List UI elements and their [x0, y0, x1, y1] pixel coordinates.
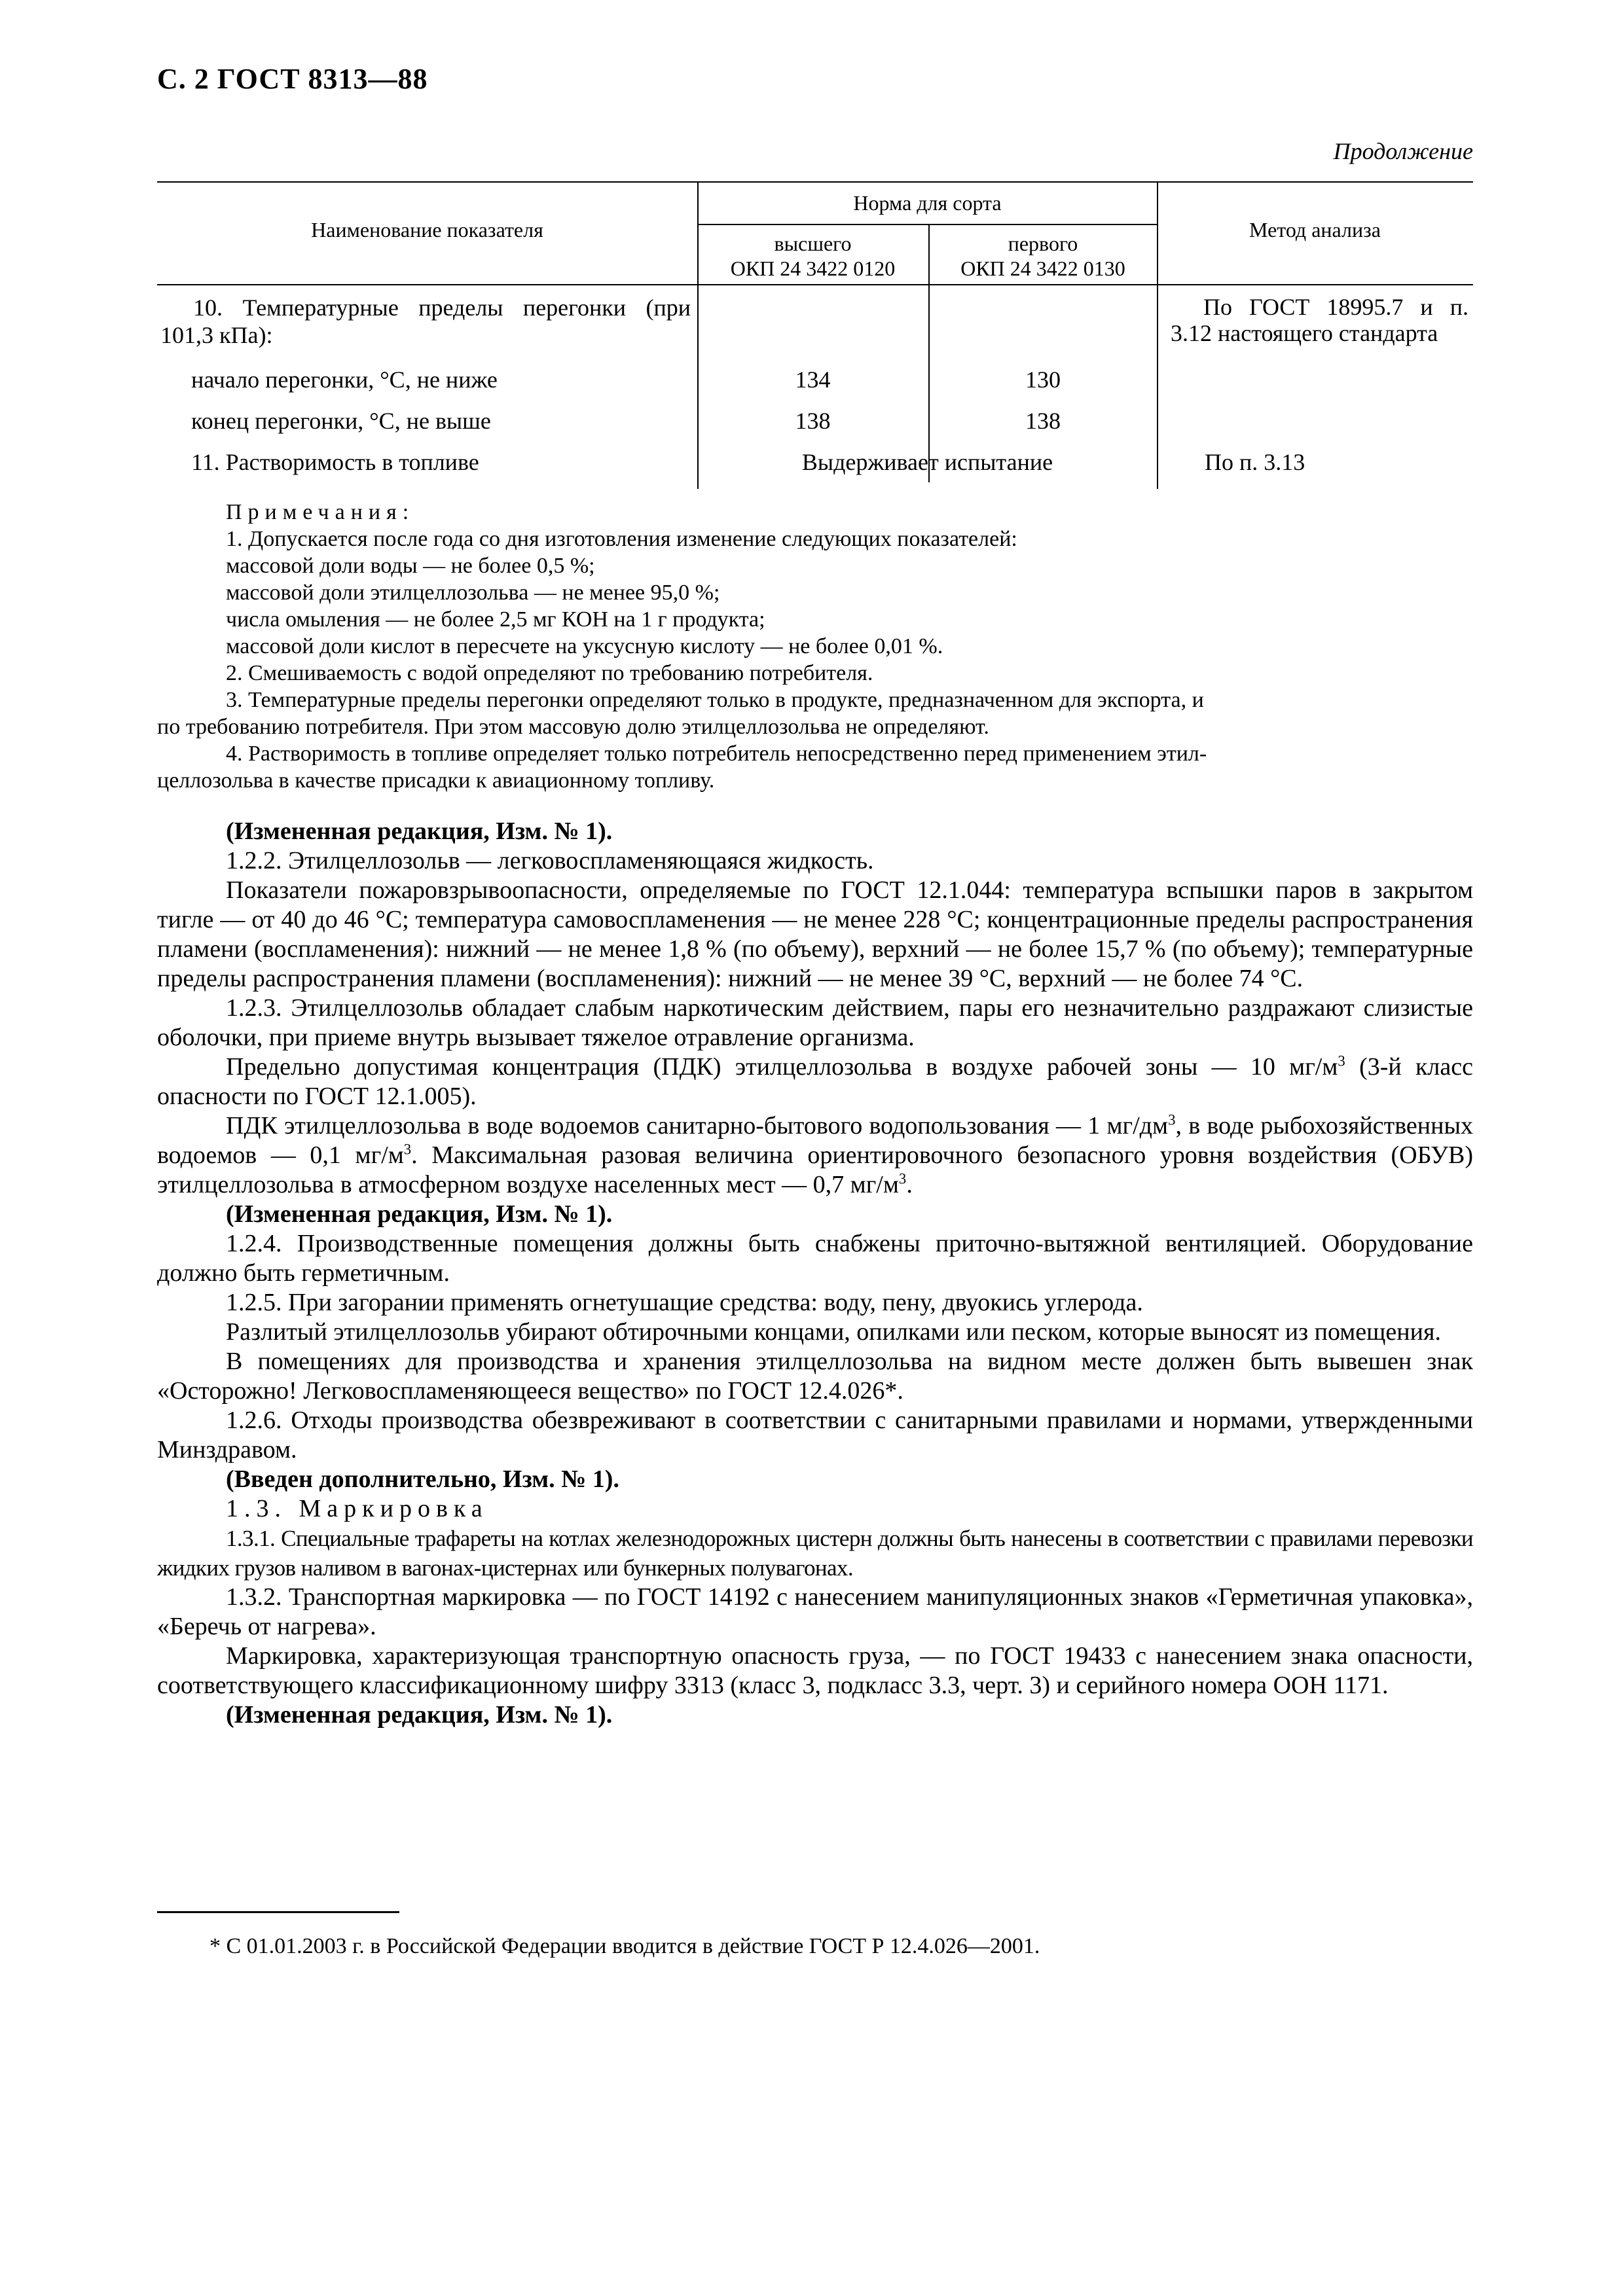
note-line: 4. Растворимость в топливе определяет только потребитель непосредственно перед применением этил-: [226, 742, 1207, 766]
body-text: [157, 817, 1473, 1730]
clause-1-3-1: 1.3.1. Специальные трафареты на котлах железнодорожных цистерн должны быть нанесены в соответствии с правилами перевозки жидких грузов наливом в вагонах-цистернах или бункерных полувагонах.: [157, 1526, 1473, 1581]
clause-1-2-6: 1.2.6. Отходы производства обезвреживают в соответствии с санитарными правилами и нормами, утвержденными Минздравом.: [157, 1407, 1473, 1463]
page-header: С. 2 ГОСТ 8313—88: [157, 63, 428, 95]
row-start-name: начало перегонки, °С, не ниже: [191, 367, 498, 393]
row-11-result: Выдерживает испытание: [801, 449, 1053, 475]
amendment-note: (Введен дополнительно, Изм. № 1).: [226, 1465, 619, 1493]
footnote-divider: [157, 1911, 399, 1913]
col-header-method: Метод анализа: [1249, 218, 1381, 242]
notes-title: Примечания:: [226, 500, 415, 524]
note-line: 2. Смешиваемость с водой определяют по требованию потребителя.: [226, 661, 873, 685]
row-end-v1: 138: [795, 408, 831, 434]
row-10-method: По ГОСТ 18995.7 и п. 3.12 настоящего стандарта: [1171, 294, 1468, 346]
row-start-v1: 134: [795, 367, 831, 393]
sign-paragraph: В помещениях для производства и хранения этилцеллозольва на видном месте должен быть вывешен знак «Осторожно! Легковоспламеняющееся вещество» по ГОСТ 12.4.026*.: [157, 1348, 1473, 1405]
note-line: числа омыления — не более 2,5 мг КОН на 1 г продукта;: [226, 607, 765, 632]
note-line: массовой доли этилцеллозольва — не менее 95,0 %;: [226, 581, 720, 605]
col-header-norm: Норма для сорта: [853, 191, 1002, 215]
row-10-name: 10. Температурные пределы перегонки (при 101,3 кПа):: [160, 295, 691, 348]
section-1-3-heading: 1.3. Маркировка: [226, 1495, 488, 1522]
note-line: целлозольва в качестве присадки к авиационному топливу.: [157, 768, 715, 793]
clause-1-3-2: 1.3.2. Транспортная маркировка — по ГОСТ 14192 с нанесением манипуляционных знаков «Герметичная упаковка», «Беречь от нагрева».: [157, 1583, 1473, 1640]
continuation-label: Продолжение: [1333, 138, 1473, 164]
note-line: массовой доли воды — не более 0,5 %;: [226, 554, 595, 578]
row-end-name: конец перегонки, °С, не выше: [191, 408, 491, 434]
row-11-method: По п. 3.13: [1205, 449, 1305, 475]
mac-water-paragraph: ПДК этилцеллозольва в воде водоемов санитарно-бытового водопользования — 1 $мг/дм^3$, в воде рыбохозяйственных водоемов — 0,1 $мг/м^3$. Максимальная разовая величина ориентировочного безопасного уровня воздействия (ОБУВ) этилцеллозольва в атмосферном воздухе населенных мест — 0,7 $мг/м^3$.: [157, 1111, 1473, 1198]
notes-block: [157, 499, 1473, 794]
row-11-name: 11. Растворимость в топливе: [191, 449, 479, 475]
col-header-grade1: высшего ОКП 24 3422 0120: [730, 232, 896, 280]
clause-1-2-2: 1.2.2. Этилцеллозольв — легковоспламеняющаяся жидкость.: [226, 847, 874, 874]
row-start-v2: 130: [1025, 367, 1061, 393]
note-line: 3. Температурные пределы перегонки определяют только в продукте, предназначенном для экспорта, и: [226, 688, 1204, 712]
note-line: массовой доли кислот в пересчете на уксусную кислоту — не более 0,01 %.: [226, 634, 943, 658]
note-line: по требованию потребителя. При этом массовую долю этилцеллозольва не определяют.: [157, 715, 989, 739]
note-line: 1. Допускается после года со дня изготовления изменение следующих показателей:: [226, 527, 1017, 551]
clause-1-2-3: 1.2.3. Этилцеллозольв обладает слабым наркотическим действием, пары его незначительно раздражают слизистые оболочки, при приеме внутрь вызывает тяжелое отравление организма.: [157, 994, 1473, 1051]
clause-1-2-5: 1.2.5. При загорании применять огнетушащие средства: воду, пену, двуокись углерода.: [226, 1289, 1143, 1316]
mac-air-paragraph: Предельно допустимая концентрация (ПДК) этилцеллозольва в воздухе рабочей зоны — 10 $мг/м^3$ (3-й класс опасности по ГОСТ 12.1.005).: [157, 1052, 1473, 1110]
col-header-grade2: первого ОКП 24 3422 0130: [960, 232, 1125, 280]
footnote: * С 01.01.2003 г. в Российской Федерации вводится в действие ГОСТ Р 12.4.026—2001.: [210, 1934, 1040, 1958]
clause-1-2-4: 1.2.4. Производственные помещения должны быть снабжены приточно-вытяжной вентиляцией. Оборудование должно быть герметичным.: [157, 1230, 1473, 1287]
hazard-marking-paragraph: Маркировка, характеризующая транспортную опасность груза, — по ГОСТ 19433 с нанесением знака опасности, соответствующего классификационному шифру 3313 (класс 3, подкласс 3.3, черт. 3) и серийного номера ООН 1171.: [157, 1642, 1473, 1699]
amendment-note: (Измененная редакция, Изм. № 1).: [226, 1200, 613, 1228]
col-header-name: Наименование показателя: [311, 218, 543, 242]
spill-paragraph: Разлитый этилцеллозольв убирают обтирочными концами, опилками или песком, которые выносят из помещения.: [226, 1318, 1441, 1346]
amendment-note: (Измененная редакция, Изм. № 1).: [226, 1701, 613, 1729]
row-end-v2: 138: [1025, 408, 1061, 434]
fire-hazard-paragraph: Показатели пожаровзрывоопасности, определяемые по ГОСТ 12.1.044: температура вспышки паров в закрытом тигле — от 40 до 46 °С; температура самовоспламенения — не менее 228 °С; концентрационные пределы распространения пламени (воспламенения): нижний — не менее 1,8 % (по объему), верхний — не более 15,7 % (по объему); температурные пределы распространения пламени (воспламенения): нижний — не менее 39 °С, верхний — не более 74 °С.: [157, 876, 1473, 992]
amendment-note: (Измененная редакция, Изм. № 1).: [226, 817, 613, 845]
